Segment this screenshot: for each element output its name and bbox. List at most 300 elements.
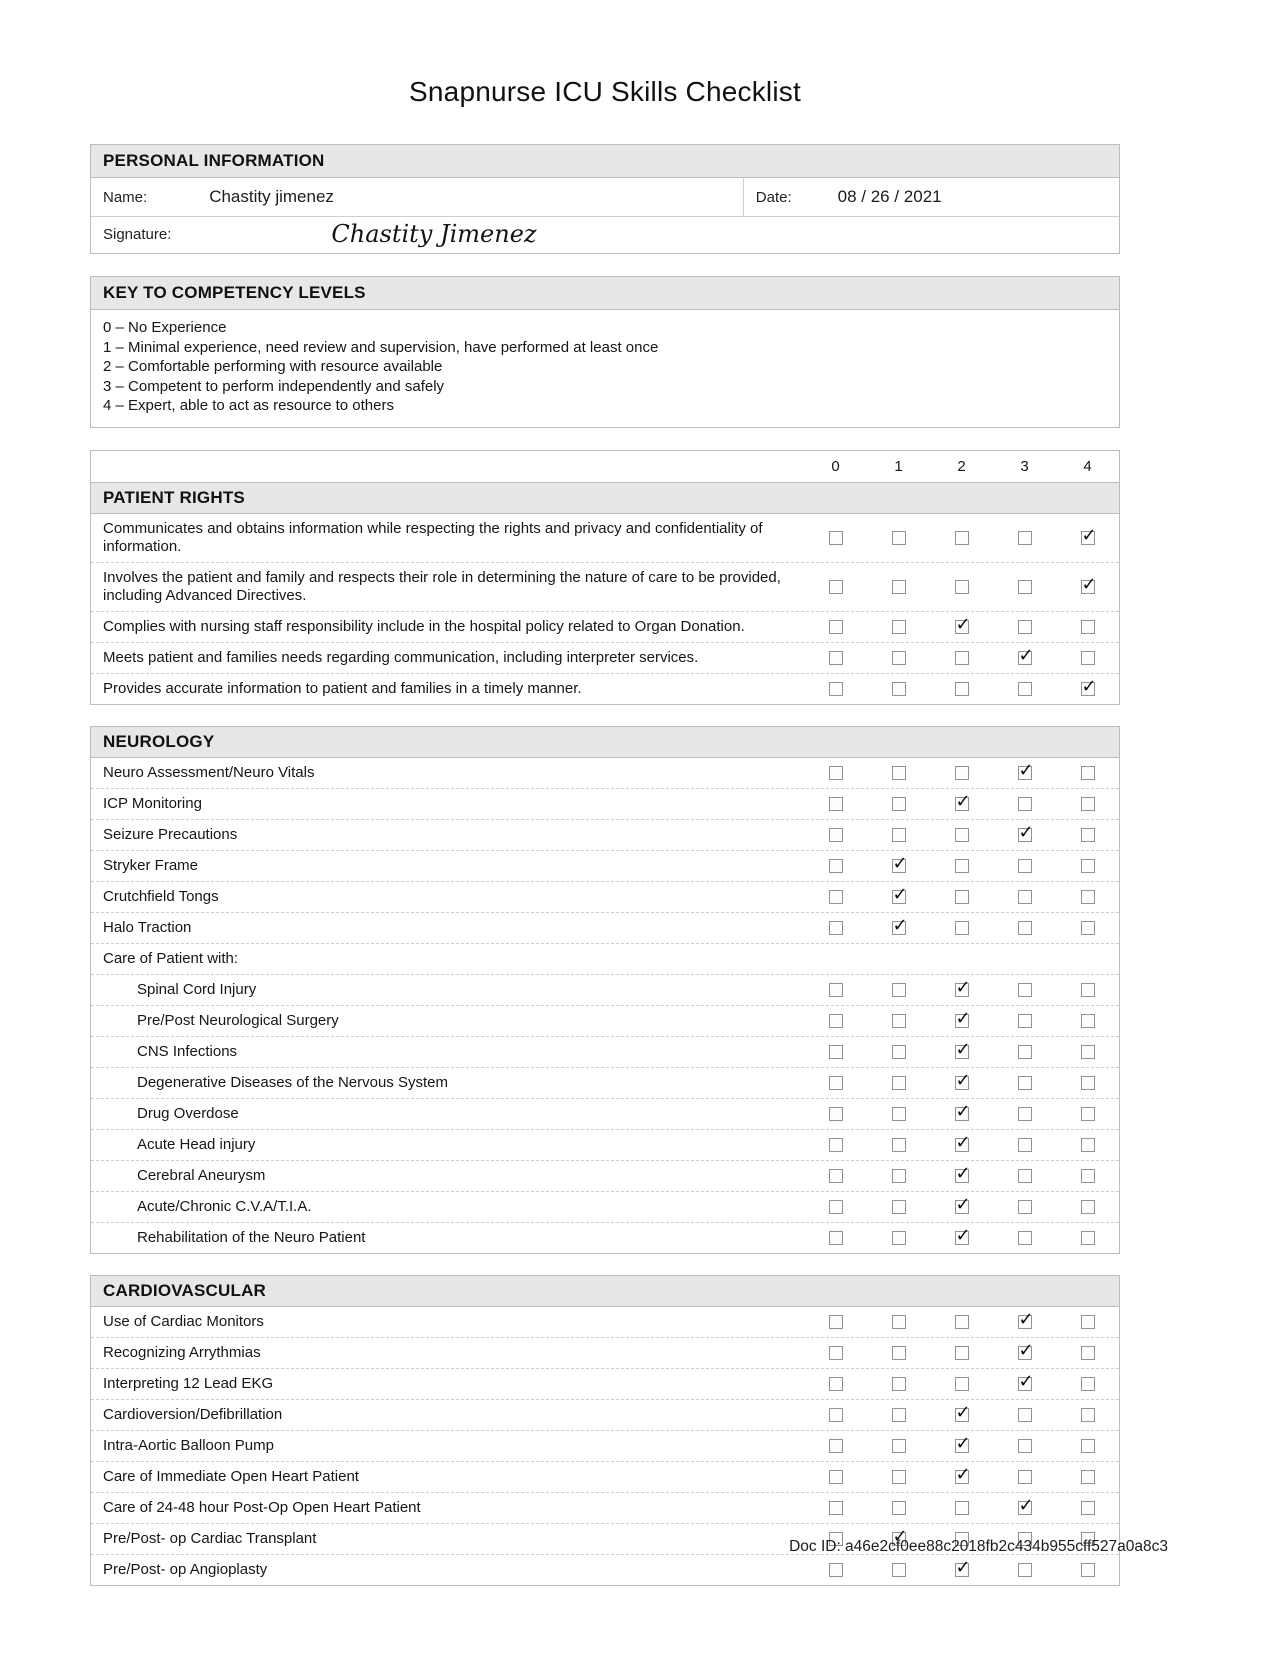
competency-checkbox-4[interactable] (1081, 828, 1095, 842)
competency-checkbox-2[interactable] (955, 620, 969, 634)
skill-label: Cardioversion/Defibrillation (103, 1405, 283, 1423)
competency-checkbox-0[interactable] (829, 1107, 843, 1121)
rating-cell (993, 1377, 1056, 1391)
rating-cell (867, 1014, 930, 1028)
competency-checkbox-4[interactable] (1081, 1563, 1095, 1577)
rating-cell (867, 766, 930, 780)
date-field (744, 178, 1119, 216)
competency-checkbox-1[interactable] (892, 1107, 906, 1121)
skill-row (91, 1554, 1119, 1585)
date-label: Date: (755, 188, 792, 206)
rating-cell (804, 1231, 867, 1245)
rating-cell (804, 620, 867, 634)
rating-cell (804, 1346, 867, 1360)
rating-cell (1056, 1377, 1119, 1391)
rating-column-header-4: 4 (1083, 457, 1092, 475)
skills-tables-container (90, 450, 1120, 1586)
name-value: Chastity jimenez (209, 187, 334, 206)
competency-checkbox-0[interactable] (829, 1501, 843, 1515)
rating-cell (867, 797, 930, 811)
competency-checkbox-3[interactable] (1018, 682, 1032, 696)
competency-checkbox-1[interactable] (892, 1076, 906, 1090)
rating-cell (867, 682, 930, 696)
skill-row (91, 974, 1119, 1005)
personal-information-section (90, 144, 1120, 254)
competency-checkbox-2[interactable] (955, 1408, 969, 1422)
competency-checkbox-3[interactable] (1018, 1200, 1032, 1214)
skills-table-patient-rights (90, 450, 1120, 705)
competency-level-definition: 0 – No Experience (103, 319, 227, 336)
competency-checkbox-2[interactable] (955, 890, 969, 904)
competency-checkbox-3[interactable] (1018, 1076, 1032, 1090)
rating-cell (930, 620, 993, 634)
skill-label: CNS Infections (137, 1042, 238, 1060)
competency-checkbox-3[interactable] (1018, 797, 1032, 811)
competency-checkbox-2[interactable] (955, 766, 969, 780)
skills-table-neurology (90, 726, 1120, 1254)
competency-checkbox-0[interactable] (829, 859, 843, 873)
competency-checkbox-1[interactable] (892, 1346, 906, 1360)
rating-cell (804, 1169, 867, 1183)
rating-column-header-3: 3 (1020, 457, 1029, 475)
competency-checkbox-3[interactable] (1018, 890, 1032, 904)
competency-checkbox-3[interactable] (1018, 983, 1032, 997)
skill-row (91, 514, 1119, 562)
competency-checkbox-4[interactable] (1081, 1377, 1095, 1391)
rating-cell (804, 651, 867, 665)
competency-checkbox-3[interactable] (1018, 766, 1032, 780)
rating-cell (1056, 1076, 1119, 1090)
competency-checkbox-4[interactable] (1081, 921, 1095, 935)
skill-row (91, 850, 1119, 881)
skill-row (91, 1430, 1119, 1461)
competency-checkbox-4[interactable] (1081, 1439, 1095, 1453)
competency-checkbox-3[interactable] (1018, 651, 1032, 665)
rating-cell (1056, 1138, 1119, 1152)
competency-checkbox-0[interactable] (829, 1408, 843, 1422)
competency-checkbox-4[interactable] (1081, 890, 1095, 904)
competency-checkbox-4[interactable] (1081, 651, 1095, 665)
skill-label: Care of Patient with: (103, 949, 239, 967)
rating-cell (1056, 531, 1119, 545)
rating-cell (930, 682, 993, 696)
competency-key-header: KEY TO COMPETENCY LEVELS (91, 277, 1119, 310)
competency-checkbox-2[interactable] (955, 1439, 969, 1453)
rating-cell (993, 1045, 1056, 1059)
name-label: Name: (103, 188, 148, 206)
skill-label: Degenerative Diseases of the Nervous System (137, 1073, 448, 1091)
competency-checkbox-3[interactable] (1018, 1377, 1032, 1391)
rating-cell (930, 1045, 993, 1059)
competency-checkbox-2[interactable] (955, 1045, 969, 1059)
rating-cell (993, 580, 1056, 594)
competency-checkbox-2[interactable] (955, 1315, 969, 1329)
competency-checkbox-1[interactable] (892, 580, 906, 594)
competency-checkbox-1[interactable] (892, 620, 906, 634)
competency-checkbox-3[interactable] (1018, 1169, 1032, 1183)
rating-cell (804, 1470, 867, 1484)
competency-checkbox-0[interactable] (829, 766, 843, 780)
page-title: Snapnurse ICU Skills Checklist (409, 76, 801, 107)
competency-checkbox-3[interactable] (1018, 1346, 1032, 1360)
competency-checkbox-3[interactable] (1018, 1231, 1032, 1245)
skill-label: ICP Monitoring (103, 794, 202, 812)
competency-checkbox-4[interactable] (1081, 1045, 1095, 1059)
competency-checkbox-3[interactable] (1018, 1408, 1032, 1422)
competency-checkbox-1[interactable] (892, 890, 906, 904)
rating-cell (804, 828, 867, 842)
rating-cell (867, 1076, 930, 1090)
competency-checkbox-4[interactable] (1081, 620, 1095, 634)
competency-checkbox-1[interactable] (892, 1014, 906, 1028)
rating-cell (930, 1501, 993, 1515)
rating-cell (993, 1501, 1056, 1515)
competency-checkbox-0[interactable] (829, 890, 843, 904)
competency-checkbox-0[interactable] (829, 1563, 843, 1577)
rating-cell (867, 1408, 930, 1422)
competency-level-definition: 3 – Competent to perform independently and safely (103, 377, 445, 395)
rating-cell (993, 651, 1056, 665)
rating-cell (930, 1200, 993, 1214)
competency-checkbox-1[interactable] (892, 921, 906, 935)
competency-checkbox-2[interactable] (955, 580, 969, 594)
rating-cell (993, 620, 1056, 634)
competency-checkbox-4[interactable] (1081, 1315, 1095, 1329)
rating-cell (993, 1107, 1056, 1121)
rating-cell (930, 651, 993, 665)
competency-checkbox-0[interactable] (829, 1014, 843, 1028)
competency-checkbox-2[interactable] (955, 828, 969, 842)
competency-checkbox-1[interactable] (892, 797, 906, 811)
rating-cell (867, 828, 930, 842)
competency-checkbox-4[interactable] (1081, 1076, 1095, 1090)
competency-checkbox-3[interactable] (1018, 1563, 1032, 1577)
skill-row (91, 1307, 1119, 1337)
competency-checkbox-3[interactable] (1018, 531, 1032, 545)
competency-checkbox-3[interactable] (1018, 1501, 1032, 1515)
rating-cell (867, 890, 930, 904)
competency-checkbox-4[interactable] (1081, 1501, 1095, 1515)
competency-checkbox-0[interactable] (829, 797, 843, 811)
competency-checkbox-1[interactable] (892, 1408, 906, 1422)
rating-cell (804, 682, 867, 696)
competency-checkbox-4[interactable] (1081, 1231, 1095, 1245)
rating-cell (1056, 1408, 1119, 1422)
competency-checkbox-0[interactable] (829, 1169, 843, 1183)
rating-cell (1056, 983, 1119, 997)
competency-checkbox-4[interactable] (1081, 1346, 1095, 1360)
rating-cell (804, 766, 867, 780)
competency-checkbox-1[interactable] (892, 651, 906, 665)
skill-label: Acute/Chronic C.V.A/T.I.A. (137, 1197, 312, 1215)
competency-checkbox-0[interactable] (829, 921, 843, 935)
rating-cell (993, 1014, 1056, 1028)
date-value: 08 / 26 / 2021 (837, 187, 942, 206)
rating-cell (930, 1076, 993, 1090)
rating-cell (867, 1439, 930, 1453)
skill-row (91, 1337, 1119, 1368)
competency-checkbox-0[interactable] (829, 1231, 843, 1245)
competency-checkbox-1[interactable] (892, 1045, 906, 1059)
rating-cell (993, 531, 1056, 545)
rating-cell (804, 1501, 867, 1515)
rating-cell (993, 1076, 1056, 1090)
competency-checkbox-2[interactable] (955, 651, 969, 665)
rating-cell (930, 859, 993, 873)
rating-cell (993, 921, 1056, 935)
competency-checkbox-2[interactable] (955, 1138, 969, 1152)
rating-cell (1056, 1439, 1119, 1453)
skill-row (91, 1160, 1119, 1191)
competency-checkbox-1[interactable] (892, 1501, 906, 1515)
competency-checkbox-4[interactable] (1081, 859, 1095, 873)
competency-checkbox-3[interactable] (1018, 921, 1032, 935)
rating-cell (804, 1014, 867, 1028)
skill-label: Care of 24-48 hour Post-Op Open Heart Patient (103, 1498, 421, 1516)
rating-cell (804, 1563, 867, 1577)
competency-checkbox-4[interactable] (1081, 983, 1095, 997)
competency-checkbox-1[interactable] (892, 1439, 906, 1453)
rating-cell (993, 1408, 1056, 1422)
rating-cell (993, 682, 1056, 696)
competency-checkbox-2[interactable] (955, 1377, 969, 1391)
competency-checkbox-3[interactable] (1018, 1470, 1032, 1484)
competency-checkbox-2[interactable] (955, 1200, 969, 1214)
competency-checkbox-0[interactable] (829, 531, 843, 545)
competency-checkbox-2[interactable] (955, 859, 969, 873)
section-header-neurology: NEUROLOGY (91, 727, 1119, 758)
competency-checkbox-4[interactable] (1081, 1014, 1095, 1028)
competency-checkbox-2[interactable] (955, 1169, 969, 1183)
rating-cell (867, 620, 930, 634)
competency-checkbox-2[interactable] (955, 797, 969, 811)
competency-checkbox-4[interactable] (1081, 1107, 1095, 1121)
competency-checkbox-0[interactable] (829, 828, 843, 842)
skill-label: Provides accurate information to patient and families in a timely manner. (103, 679, 582, 697)
rating-cell (867, 1315, 930, 1329)
skill-row (91, 1129, 1119, 1160)
competency-checkbox-1[interactable] (892, 828, 906, 842)
competency-checkbox-1[interactable] (892, 1563, 906, 1577)
rating-cell (1056, 580, 1119, 594)
competency-level-definition: 1 – Minimal experience, need review and supervision, have performed at least once (103, 338, 659, 356)
competency-checkbox-1[interactable] (892, 531, 906, 545)
competency-checkbox-1[interactable] (892, 766, 906, 780)
rating-cell (930, 1315, 993, 1329)
competency-checkbox-1[interactable] (892, 1377, 906, 1391)
competency-checkbox-2[interactable] (955, 1346, 969, 1360)
checklist-document (90, 0, 1120, 1586)
skill-row (91, 1461, 1119, 1492)
rating-cell (993, 828, 1056, 842)
rating-cell (1056, 1315, 1119, 1329)
competency-checkbox-1[interactable] (892, 859, 906, 873)
competency-checkbox-0[interactable] (829, 620, 843, 634)
competency-checkbox-2[interactable] (955, 531, 969, 545)
competency-checkbox-3[interactable] (1018, 1014, 1032, 1028)
competency-checkbox-4[interactable] (1081, 1138, 1095, 1152)
skill-row (91, 1005, 1119, 1036)
rating-cell (804, 859, 867, 873)
competency-checkbox-0[interactable] (829, 1439, 843, 1453)
competency-checkbox-3[interactable] (1018, 1045, 1032, 1059)
competency-checkbox-0[interactable] (829, 651, 843, 665)
rating-cell (804, 1138, 867, 1152)
rating-cell (930, 828, 993, 842)
competency-checkbox-1[interactable] (892, 1200, 906, 1214)
rating-cell (1056, 1470, 1119, 1484)
skill-row (91, 1492, 1119, 1523)
skill-label: Seizure Precautions (103, 825, 238, 843)
competency-checkbox-2[interactable] (955, 1107, 969, 1121)
competency-checkbox-1[interactable] (892, 682, 906, 696)
competency-checkbox-0[interactable] (829, 1346, 843, 1360)
rating-cell (993, 1470, 1056, 1484)
rating-cell (867, 1470, 930, 1484)
rating-cell (930, 766, 993, 780)
skill-label: Halo Traction (103, 918, 192, 936)
competency-checkbox-0[interactable] (829, 580, 843, 594)
competency-checkbox-4[interactable] (1081, 531, 1095, 545)
competency-level-definition: 2 – Comfortable performing with resource available (103, 358, 443, 375)
competency-checkbox-4[interactable] (1081, 797, 1095, 811)
rating-cell (1056, 682, 1119, 696)
rating-column-header-0: 0 (831, 457, 840, 475)
competency-checkbox-0[interactable] (829, 682, 843, 696)
competency-checkbox-4[interactable] (1081, 1408, 1095, 1422)
competency-checkbox-3[interactable] (1018, 1439, 1032, 1453)
competency-checkbox-1[interactable] (892, 1231, 906, 1245)
skill-label: Communicates and obtains information while respecting the rights and privacy and confidentiality of information. (103, 519, 763, 555)
rating-cell (930, 1408, 993, 1422)
personal-information-header: PERSONAL INFORMATION (91, 145, 1119, 178)
rating-cell (1056, 1231, 1119, 1245)
rating-cell (993, 1231, 1056, 1245)
rating-cell (1056, 620, 1119, 634)
competency-checkbox-3[interactable] (1018, 1107, 1032, 1121)
skill-label: Intra-Aortic Balloon Pump (103, 1436, 274, 1454)
competency-checkbox-0[interactable] (829, 1200, 843, 1214)
competency-checkbox-2[interactable] (955, 1231, 969, 1245)
competency-checkbox-2[interactable] (955, 1014, 969, 1028)
rating-cell (804, 1439, 867, 1453)
competency-checkbox-0[interactable] (829, 983, 843, 997)
competency-checkbox-1[interactable] (892, 983, 906, 997)
competency-checkbox-3[interactable] (1018, 859, 1032, 873)
competency-checkbox-4[interactable] (1081, 682, 1095, 696)
rating-cell (804, 1200, 867, 1214)
skill-label: Neuro Assessment/Neuro Vitals (103, 763, 315, 781)
competency-checkbox-3[interactable] (1018, 580, 1032, 594)
rating-cell (867, 983, 930, 997)
rating-cell (804, 1315, 867, 1329)
rating-cell (930, 1470, 993, 1484)
competency-checkbox-2[interactable] (955, 983, 969, 997)
rating-cell (1056, 797, 1119, 811)
skill-label: Pre/Post- op Cardiac Transplant (103, 1529, 317, 1547)
section-header-patient-rights: PATIENT RIGHTS (91, 482, 1119, 514)
skill-row (91, 562, 1119, 611)
rating-cell (867, 580, 930, 594)
competency-checkbox-2[interactable] (955, 1501, 969, 1515)
competency-key-body (91, 310, 1119, 427)
competency-checkbox-4[interactable] (1081, 1200, 1095, 1214)
rating-cell (1056, 859, 1119, 873)
competency-checkbox-3[interactable] (1018, 620, 1032, 634)
competency-checkbox-3[interactable] (1018, 1138, 1032, 1152)
skill-label: Rehabilitation of the Neuro Patient (137, 1228, 366, 1246)
signature-field (91, 216, 1119, 253)
rating-cell (804, 1076, 867, 1090)
competency-checkbox-1[interactable] (892, 1169, 906, 1183)
skill-label: Interpreting 12 Lead EKG (103, 1374, 274, 1392)
skill-row (91, 611, 1119, 642)
rating-cell (993, 890, 1056, 904)
skill-label: Cerebral Aneurysm (137, 1166, 266, 1184)
competency-checkbox-0[interactable] (829, 1315, 843, 1329)
skill-row (91, 1067, 1119, 1098)
competency-checkbox-3[interactable] (1018, 828, 1032, 842)
competency-checkbox-0[interactable] (829, 1076, 843, 1090)
rating-cell (867, 1377, 930, 1391)
rating-cell (867, 1346, 930, 1360)
competency-checkbox-2[interactable] (955, 1470, 969, 1484)
rating-cell (993, 1563, 1056, 1577)
competency-checkbox-2[interactable] (955, 1076, 969, 1090)
competency-checkbox-4[interactable] (1081, 580, 1095, 594)
competency-checkbox-1[interactable] (892, 1138, 906, 1152)
competency-checkbox-1[interactable] (892, 1315, 906, 1329)
competency-checkbox-0[interactable] (829, 1470, 843, 1484)
rating-cell (867, 1501, 930, 1515)
skill-label: Pre/Post Neurological Surgery (137, 1011, 339, 1029)
skill-row (91, 1399, 1119, 1430)
rating-cell (867, 1563, 930, 1577)
competency-checkbox-1[interactable] (892, 1470, 906, 1484)
competency-checkbox-2[interactable] (955, 921, 969, 935)
competency-checkbox-0[interactable] (829, 1138, 843, 1152)
skill-row (91, 819, 1119, 850)
competency-checkbox-2[interactable] (955, 682, 969, 696)
rating-cell (930, 531, 993, 545)
rating-column-header-2: 2 (957, 457, 966, 475)
rating-cell (867, 1045, 930, 1059)
section-header-cardiovascular: CARDIOVASCULAR (91, 1276, 1119, 1307)
competency-checkbox-2[interactable] (955, 1563, 969, 1577)
rating-cell (993, 1169, 1056, 1183)
competency-checkbox-4[interactable] (1081, 1470, 1095, 1484)
rating-cell (930, 1107, 993, 1121)
rating-cell (993, 1439, 1056, 1453)
skill-row (91, 1036, 1119, 1067)
competency-checkbox-4[interactable] (1081, 1169, 1095, 1183)
competency-checkbox-3[interactable] (1018, 1315, 1032, 1329)
competency-checkbox-0[interactable] (829, 1377, 843, 1391)
competency-checkbox-4[interactable] (1081, 766, 1095, 780)
rating-cell (804, 1377, 867, 1391)
rating-cell (993, 1315, 1056, 1329)
rating-cell (1056, 766, 1119, 780)
rating-cell (993, 1138, 1056, 1152)
skill-label: Pre/Post- op Angioplasty (103, 1560, 268, 1578)
rating-cell (993, 1346, 1056, 1360)
skill-row (91, 1368, 1119, 1399)
competency-checkbox-0[interactable] (829, 1045, 843, 1059)
rating-cell (804, 797, 867, 811)
skill-label: Recognizing Arrythmias (103, 1343, 261, 1361)
name-date-row (91, 178, 1119, 216)
rating-cell (1056, 1169, 1119, 1183)
